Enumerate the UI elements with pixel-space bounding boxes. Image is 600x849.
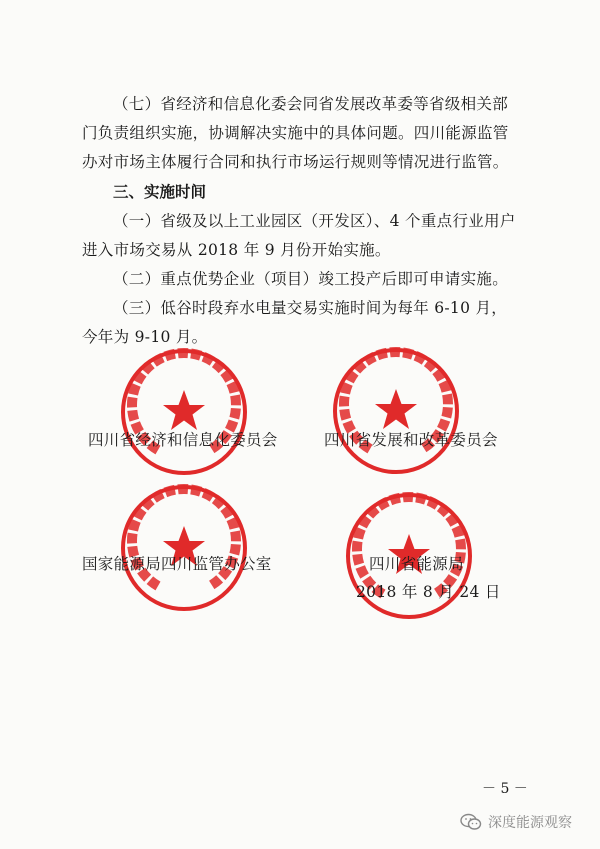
item-one: （一）省级及以上工业园区（开发区）、4 个重点行业用户进入市场交易从 2018 年 9 月份开始实施。: [82, 212, 516, 259]
item-two: （二）重点优势企业（项目）竣工投产后即可申请实施。: [113, 270, 509, 288]
watermark: [460, 812, 572, 832]
signature-econ-info-committee: 四川省经济和信息化委员会: [88, 431, 278, 449]
paragraph-seven: （七）省经济和信息化委会同省发展改革委等省级相关部门负责组织实施，协调解决实施中的具体问题。四川能源监管办对市场主体履行合同和执行市场运行规则等情况进行监管。: [82, 95, 509, 171]
item-three: （三）低谷时段弃水电量交易实施时间为每年 6-10 月，今年为 9-10 月。: [82, 299, 508, 346]
signature-sichuan-energy-bureau: 四川省能源局: [369, 555, 464, 573]
wechat-icon: [460, 813, 482, 831]
signature-date: 2018 年 8 月 24 日: [356, 583, 501, 601]
seal-econ-info-committee: [118, 346, 250, 478]
watermark-text: 深度能源观察: [488, 815, 572, 831]
signature-nea-sichuan-office: 国家能源局四川监管办公室: [82, 555, 272, 573]
page-number: － 5 －: [482, 781, 528, 797]
seal-nea-sichuan-office: [118, 482, 250, 614]
section-heading: 三、实施时间: [113, 183, 207, 201]
signature-development-reform-committee: 四川省发展和改革委员会: [324, 431, 498, 449]
seal-development-reform-committee: [330, 345, 462, 477]
